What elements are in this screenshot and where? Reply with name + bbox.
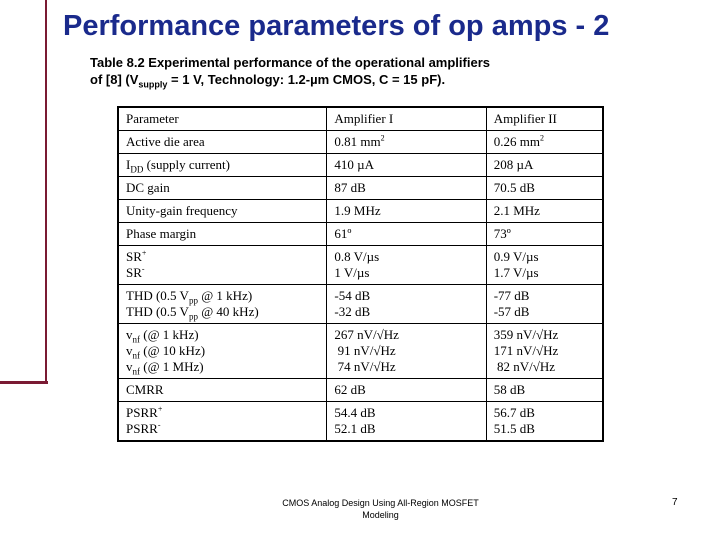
- cell-line: 1 V/µs: [334, 265, 370, 280]
- page-number: 7: [672, 497, 678, 508]
- amp1-cell: [327, 246, 486, 285]
- parameter-cell: Active die area: [118, 131, 327, 154]
- cell-value: 0.81 mm: [334, 134, 381, 149]
- cell-value: v: [126, 359, 133, 374]
- cell-line: 91 nV/√Hz: [334, 343, 396, 358]
- table-row: [118, 223, 603, 246]
- caption-subscript: supply: [138, 79, 168, 90]
- caption-text: of [8] (V: [90, 72, 139, 87]
- header-cell-parameter: Parameter: [118, 107, 327, 131]
- slide-footer: CMOS Analog Design Using All-Region MOSFET Modeling: [282, 498, 479, 520]
- table-row: [118, 177, 603, 200]
- cell-superscript: +: [157, 404, 163, 414]
- cell-superscript: +: [141, 248, 147, 258]
- cell-line: [126, 343, 319, 359]
- amp2-cell: 208 µA: [486, 154, 603, 177]
- header-cell-amplifier-1: Amplifier I: [327, 107, 486, 131]
- cell-value: PSRR: [126, 421, 158, 436]
- amp2-cell: 58 dB: [486, 379, 603, 402]
- cell-value: SR: [126, 249, 142, 264]
- table-header-row: [118, 107, 603, 131]
- cell-value: PSRR: [126, 405, 158, 420]
- table-row: [118, 324, 603, 379]
- cell-line: [126, 405, 319, 421]
- cell-line: 54.4 dB: [334, 405, 376, 420]
- amp1-cell: [327, 285, 486, 324]
- amp2-cell: [486, 324, 603, 379]
- caption-line-2: [90, 71, 610, 94]
- cell-value: @ 1 kHz): [197, 288, 253, 303]
- performance-table: [117, 106, 604, 442]
- amp1-cell: 87 dB: [327, 177, 486, 200]
- table-row: [118, 200, 603, 223]
- amp1-cell: 1.9 MHz: [327, 200, 486, 223]
- amp1-cell: 61º: [327, 223, 486, 246]
- cell-value: 0.26 mm: [493, 134, 540, 149]
- parameter-cell: [118, 285, 327, 324]
- cell-subscript: DD: [130, 164, 144, 175]
- amp1-cell: [327, 402, 486, 442]
- left-accent-vertical-line: [45, 0, 47, 384]
- parameter-cell: [118, 154, 327, 177]
- parameter-cell: [118, 246, 327, 285]
- parameter-cell: DC gain: [118, 177, 327, 200]
- amp2-cell: 2.1 MHz: [486, 200, 603, 223]
- cell-line: [126, 421, 319, 437]
- cell-line: 0.9 V/µs: [493, 249, 539, 264]
- cell-line: 74 nV/√Hz: [334, 359, 396, 374]
- cell-value: THD (0.5 V: [126, 288, 189, 303]
- amp2-cell: [486, 285, 603, 324]
- amp2-cell: [486, 402, 603, 442]
- cell-line: 52.1 dB: [334, 421, 376, 436]
- cell-line: -77 dB: [493, 288, 530, 303]
- table-row: [118, 154, 603, 177]
- amp1-cell: 410 µA: [327, 154, 486, 177]
- cell-line: -57 dB: [493, 304, 530, 319]
- parameter-cell: [118, 324, 327, 379]
- cell-line: 171 nV/√Hz: [493, 343, 559, 358]
- cell-subscript: nf: [132, 334, 140, 345]
- cell-line: [126, 288, 319, 304]
- cell-line: 51.5 dB: [493, 421, 535, 436]
- table-row: [118, 379, 603, 402]
- cell-value: I: [126, 157, 131, 172]
- table-row: [118, 131, 603, 154]
- cell-superscript: 2: [380, 133, 385, 143]
- cell-subscript: pp: [188, 295, 198, 306]
- amp2-cell: [486, 131, 603, 154]
- amp1-cell: 62 dB: [327, 379, 486, 402]
- cell-superscript: 2: [539, 133, 544, 143]
- cell-value: THD (0.5 V: [126, 304, 189, 319]
- amp2-cell: [486, 246, 603, 285]
- cell-superscript: -: [157, 420, 161, 430]
- cell-line: [126, 249, 319, 265]
- parameter-cell: CMRR: [118, 379, 327, 402]
- cell-line: [126, 265, 319, 281]
- table-row: [118, 285, 603, 324]
- cell-line: 359 nV/√Hz: [493, 327, 559, 342]
- amp2-cell: 73º: [486, 223, 603, 246]
- slide-title: Performance parameters of op amps - 2: [63, 10, 610, 42]
- cell-line: 82 nV/√Hz: [493, 359, 556, 374]
- cell-subscript: nf: [132, 366, 140, 377]
- cell-line: 1.7 V/µs: [493, 265, 539, 280]
- cell-value: (supply current): [143, 157, 230, 172]
- cell-line: [126, 359, 319, 375]
- cell-value: (@ 10 kHz): [140, 343, 206, 358]
- caption-line-1: Table 8.2 Experimental performance of the operational amplifiers: [90, 55, 490, 70]
- cell-line: -54 dB: [334, 288, 371, 303]
- cell-value: @ 40 kHz): [197, 304, 259, 319]
- caption-text: = 1 V, Technology: 1.2-µm CMOS, C = 15 pF).: [167, 72, 446, 87]
- amp2-cell: 70.5 dB: [486, 177, 603, 200]
- cell-line: 0.8 V/µs: [334, 249, 380, 264]
- header-cell-amplifier-2: Amplifier II: [486, 107, 603, 131]
- left-accent-horizontal-line: [0, 381, 48, 384]
- cell-superscript: -: [141, 264, 145, 274]
- table-row: [118, 246, 603, 285]
- parameter-cell: [118, 402, 327, 442]
- cell-value: SR: [126, 265, 142, 280]
- cell-line: 267 nV/√Hz: [334, 327, 399, 342]
- cell-value: (@ 1 MHz): [140, 359, 204, 374]
- parameter-cell: Phase margin: [118, 223, 327, 246]
- amp1-cell: [327, 324, 486, 379]
- table-caption: [90, 54, 610, 94]
- cell-subscript: pp: [188, 311, 198, 322]
- cell-value: (@ 1 kHz): [140, 327, 199, 342]
- cell-value: v: [126, 343, 133, 358]
- amp1-cell: [327, 131, 486, 154]
- cell-line: 56.7 dB: [493, 405, 535, 420]
- cell-line: [126, 327, 319, 343]
- table-row: [118, 402, 603, 442]
- cell-line: [126, 304, 319, 320]
- cell-line: -32 dB: [334, 304, 371, 319]
- cell-value: v: [126, 327, 133, 342]
- cell-subscript: nf: [132, 350, 140, 361]
- parameter-cell: Unity-gain frequency: [118, 200, 327, 223]
